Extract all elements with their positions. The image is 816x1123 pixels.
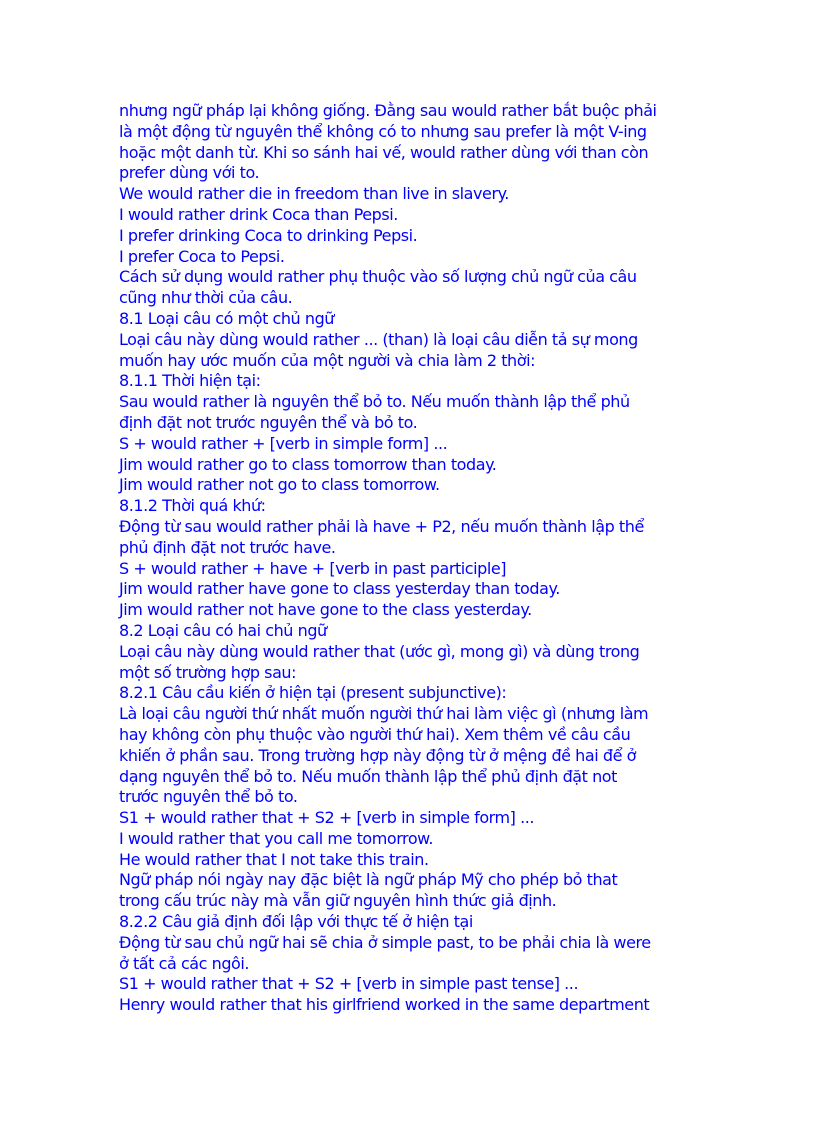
example-sentence: Jim would rather not go to class tomorrow. bbox=[119, 475, 440, 495]
example-sentence: Jim would rather have gone to class yesterday than today. bbox=[119, 579, 560, 599]
example-sentence: Jim would rather go to class tomorrow than today. bbox=[119, 454, 497, 474]
section-heading: 8.1 Loại câu có một chủ ngữ bbox=[119, 308, 334, 328]
example-sentence: We would rather die in freedom than live in slavery. bbox=[119, 184, 509, 204]
example-sentence: I would rather drink Coca than Pepsi. bbox=[119, 204, 398, 224]
example-sentence: Jim would rather not have gone to the class yesterday. bbox=[119, 600, 532, 620]
text-line: cũng như thời của câu. bbox=[119, 288, 293, 308]
text-line: Động từ sau would rather phải là have + P2, nếu muốn thành lập thể bbox=[119, 516, 644, 536]
example-sentence: I prefer Coca to Pepsi. bbox=[119, 246, 285, 266]
example-sentence: I would rather that you call me tomorrow. bbox=[119, 828, 433, 848]
section-heading: 8.2 Loại câu có hai chủ ngữ bbox=[119, 620, 327, 640]
formula-line: S + would rather + [verb in simple form] ... bbox=[119, 433, 448, 453]
subsection-heading: 8.1.2 Thời quá khứ: bbox=[119, 496, 266, 516]
text-line: là một động từ nguyên thể không có to nhưng sau prefer là một V-ing bbox=[119, 121, 647, 141]
example-sentence: I prefer drinking Coca to drinking Pepsi. bbox=[119, 225, 418, 245]
text-line: một số trường hợp sau: bbox=[119, 662, 297, 682]
formula-line: S1 + would rather that + S2 + [verb in simple past tense] ... bbox=[119, 974, 579, 994]
text-line: định đặt not trước nguyên thể và bỏ to. bbox=[119, 412, 418, 432]
text-line: Sau would rather là nguyên thể bỏ to. Nếu muốn thành lập thể phủ bbox=[119, 392, 630, 412]
text-line: ở tất cả các ngôi. bbox=[119, 953, 250, 973]
example-sentence: He would rather that I not take this train. bbox=[119, 849, 429, 869]
document-page bbox=[119, 101, 719, 1016]
text-line: Ngữ pháp nói ngày nay đặc biệt là ngữ pháp Mỹ cho phép bỏ that bbox=[119, 870, 618, 890]
text-line: Cách sử dụng would rather phụ thuộc vào số lượng chủ ngữ của câu bbox=[119, 267, 637, 287]
formula-line: S1 + would rather that + S2 + [verb in simple form] ... bbox=[119, 808, 534, 828]
text-line: Loại câu này dùng would rather ... (than) là loại câu diễn tả sự mong bbox=[119, 329, 638, 349]
subsection-heading: 8.2.2 Câu giả định đối lập với thực tế ở hiện tại bbox=[119, 912, 473, 932]
text-line: nhưng ngữ pháp lại không giống. Đằng sau would rather bắt buộc phải bbox=[119, 101, 657, 120]
text-line: trước nguyên thể bỏ to. bbox=[119, 787, 298, 807]
text-line: Là loại câu người thứ nhất muốn người thứ hai làm việc gì (nhưng làm bbox=[119, 704, 649, 724]
text-line: hoặc một danh từ. Khi so sánh hai vế, would rather dùng với than còn bbox=[119, 142, 649, 162]
formula-line: S + would rather + have + [verb in past participle] bbox=[119, 558, 507, 578]
text-line: trong cấu trúc này mà vẫn giữ nguyên hình thức giả định. bbox=[119, 891, 557, 911]
text-line: hay không còn phụ thuộc vào người thứ hai). Xem thêm về câu cầu bbox=[119, 724, 631, 744]
text-line: muốn hay ước muốn của một người và chia làm 2 thời: bbox=[119, 350, 536, 370]
example-sentence: Henry would rather that his girlfriend worked in the same department bbox=[119, 995, 650, 1015]
text-line: Động từ sau chủ ngữ hai sẽ chia ở simple past, to be phải chia là were bbox=[119, 932, 651, 952]
text-line: dạng nguyên thể bỏ to. Nếu muốn thành lập thể phủ định đặt not bbox=[119, 766, 617, 786]
text-line: khiến ở phần sau. Trong trường hợp này động từ ở mệng đề hai để ở bbox=[119, 745, 636, 765]
subsection-heading: 8.1.1 Thời hiện tại: bbox=[119, 371, 261, 391]
text-line: Loại câu này dùng would rather that (ước gì, mong gì) và dùng trong bbox=[119, 641, 640, 661]
text-line: phủ định đặt not trước have. bbox=[119, 537, 336, 557]
subsection-heading: 8.2.1 Câu cầu kiến ở hiện tại (present subjunctive): bbox=[119, 683, 507, 703]
text-line: prefer dùng với to. bbox=[119, 163, 260, 183]
